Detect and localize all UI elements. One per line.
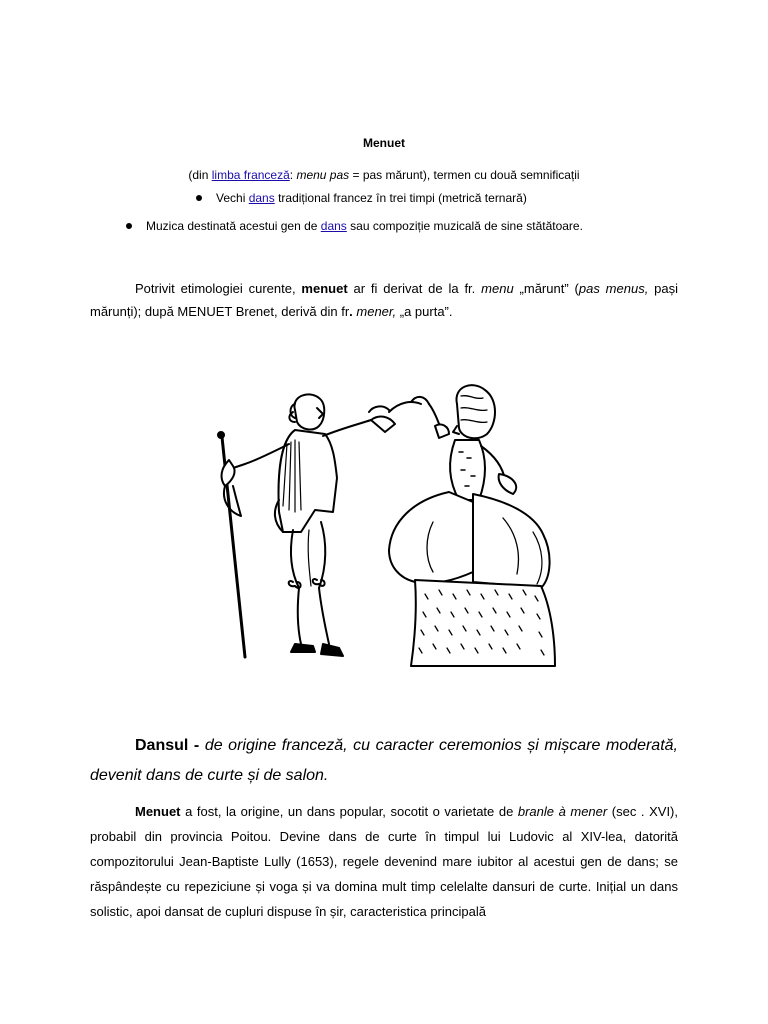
page-title: Menuet (363, 136, 405, 150)
history-paragraph (90, 799, 678, 924)
subtitle-rest: = pas mărunt), termen cu două semnificații (349, 168, 580, 182)
subtitle-italic: menu pas (296, 168, 350, 182)
ety-bold: menuet (301, 281, 348, 296)
bullet-item-1 (196, 191, 527, 205)
etymology-paragraph (90, 277, 678, 323)
bullet2-post: sau compoziție muzicală de sine stătătoare. (346, 219, 583, 233)
ety-t5: „a purta”. (396, 304, 453, 319)
dans-link-1[interactable]: dans (248, 191, 275, 205)
subtitle (0, 168, 768, 182)
bullet1-post: tradițional francez în trei timpi (metrică ternară) (274, 191, 527, 205)
ety-b2: . (349, 304, 353, 319)
minuet-dancers-illustration (203, 382, 567, 672)
ety-i1: menu (481, 281, 514, 296)
ety-t3: „mărunt” ( (513, 281, 579, 296)
subtitle-colon: : (289, 168, 297, 182)
dansul-bold: Dansul - (135, 737, 200, 754)
ety-i3: mener, (352, 304, 397, 319)
limba-franceza-link[interactable]: limba franceză (211, 168, 290, 182)
dans-link-2[interactable]: dans (320, 219, 347, 233)
history-italic: branle à mener (517, 804, 608, 819)
history-bold: Menuet (135, 804, 181, 819)
bullet-dot-icon (126, 223, 132, 229)
ety-i2: pas menus, (578, 281, 649, 296)
ety-t2: ar fi derivat de la fr. (347, 281, 482, 296)
subtitle-open: (din (188, 168, 212, 182)
dansul-text: de origine franceză, cu caracter ceremonios și mișcare moderată, devenit dans de curte și de salon. (90, 737, 678, 784)
bullet2-pre: Muzica destinată acestui gen de (146, 219, 321, 233)
history-t1: a fost, la origine, un dans popular, socotit o varietate de (180, 804, 518, 819)
history-t2: (sec . XVI), probabil din provincia Poitou. Devine dans de curte în timpul lui Ludovic al XIV-lea, datorită compozitorului Jean-Baptiste Lully (1653), regele devenind mare iubitor al acestui gen de dans; se răspândește cu repeziciune și voga și va domina mult timp celelalte dansuri de curte. Inițial un dans solistic, apoi dansat de cupluri dispuse în șir, caracteristica principală (90, 804, 678, 919)
ety-t4: pași mărunți); după MENUET Brenet, derivă din fr (90, 281, 679, 319)
ety-t1: Potrivit etimologiei curente, (135, 281, 302, 296)
bullet-item-2 (126, 219, 583, 233)
bullet1-pre: Vechi (216, 191, 249, 205)
dansul-paragraph (90, 731, 678, 791)
bullet-dot-icon (196, 195, 202, 201)
